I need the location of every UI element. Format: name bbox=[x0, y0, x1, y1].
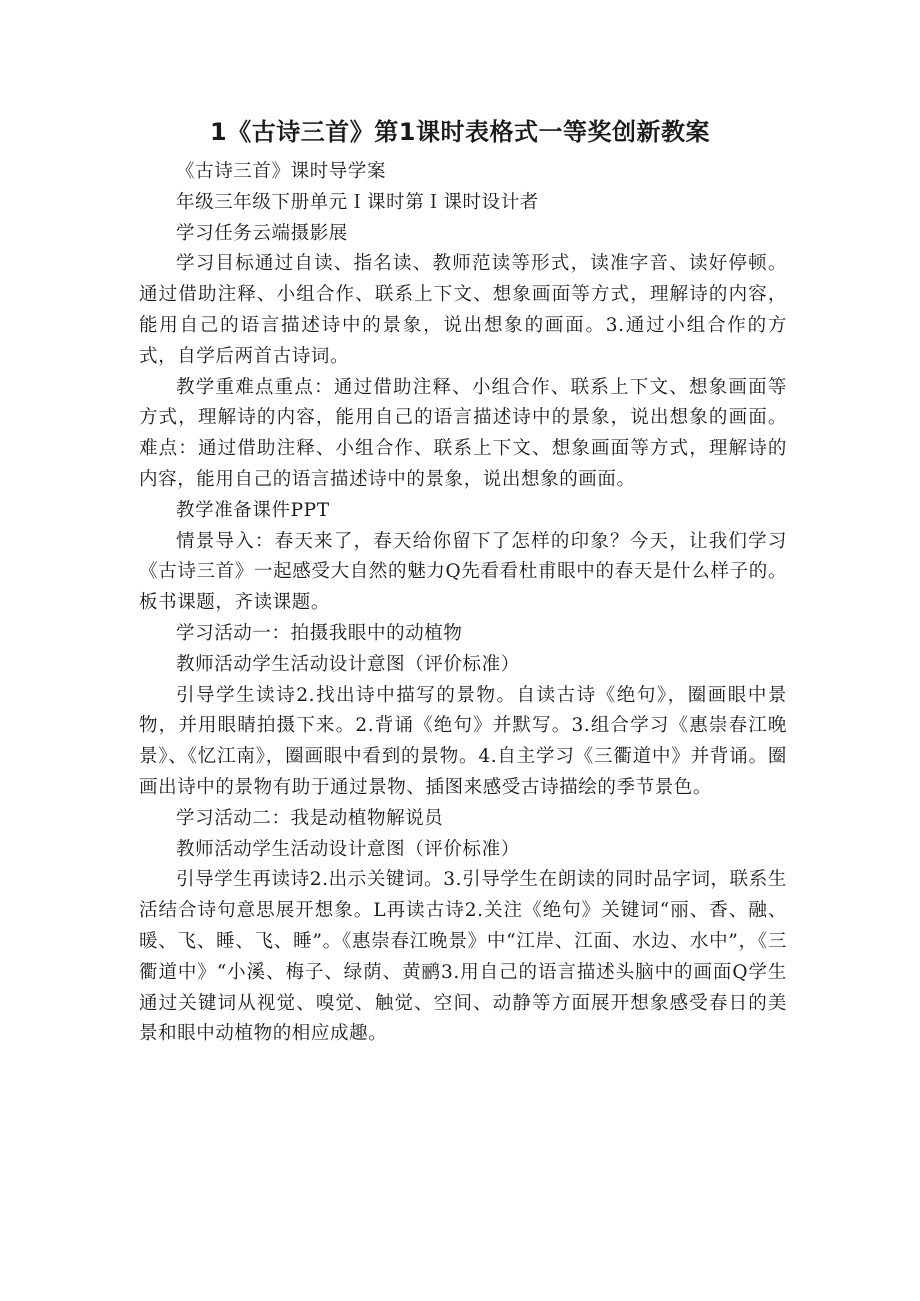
document-body bbox=[139, 157, 787, 1050]
paragraph-activity-one-columns: 教师活动学生活动设计意图（评价标准） bbox=[176, 653, 520, 675]
paragraph-introduction: 情景导入：春天来了，春天给你留下了怎样的印象？今天，让我们学习《古诗三首》一起感受大自然的魅力Q先看看杜甫眼中的春天是什么样子的。板书课题，齐读课题。 bbox=[139, 530, 787, 614]
paragraph-learning-goals: 学习目标通过自读、指名读、教师范读等形式，读准字音、读好停顿。通过借助注释、小组合作、联系上下文、想象画面等方式，理解诗的内容，能用自己的语言描述诗中的景象，说出想象的画面。3.通过小组合作的方式，自学后两首古诗词。 bbox=[139, 253, 787, 367]
paragraph-activity-two-title: 学习活动二：我是动植物解说员 bbox=[176, 807, 444, 829]
paragraph-activity-one-title: 学习活动一：拍摄我眼中的动植物 bbox=[176, 622, 463, 644]
document-title: 1《古诗三首》第1课时表格式一等奖创新教案 bbox=[210, 118, 710, 146]
paragraph-activity-two-content: 引导学生再读诗2.出示关键词。3.引导学生在朗读的同时品字词，联系生活结合诗句意思展开想象。L再读古诗2.关注《绝句》关键词“丽、香、融、暖、飞、睡、飞、睡”。《惠崇春江晚景》中“江岸、江面、水边、水中”，《三衢道中》“小溪、梅子、绿荫、黄鹂3.用自己的语言描述头脑中的画面Q学生通过关键词从视觉、嗅觉、触觉、空间、动静等方面展开想象感受春日的美景和眼中动植物的相应成趣。 bbox=[139, 869, 787, 1045]
paragraph-grade-info: 年级三年级下册单元Ｉ课时第Ｉ课时设计者 bbox=[176, 191, 539, 213]
paragraph-lesson-plan-heading: 《古诗三首》课时导学案 bbox=[176, 161, 387, 182]
paragraph-activity-one-content: 引导学生读诗2.找出诗中描写的景物。自读古诗《绝句》，圈画眼中景物，并用眼睛拍摄下来。2.背诵《绝句》并默写。3.组合学习《惠崇春江晚景》、《忆江南》，圈画眼中看到的景物。4.自主学习《三衢道中》并背诵。圈画出诗中的景物有助于通过景物、插图来感受古诗描绘的季节景色。 bbox=[139, 684, 787, 798]
paragraph-activity-two-columns: 教师活动学生活动设计意图（评价标准） bbox=[176, 838, 520, 860]
paragraph-preparation: 教学准备课件PPT bbox=[176, 499, 330, 521]
paragraph-learning-task: 学习任务云端摄影展 bbox=[176, 222, 348, 244]
paragraph-key-points: 教学重难点重点：通过借助注释、小组合作、联系上下文、想象画面等方式，理解诗的内容，能用自己的语言描述诗中的景象，说出想象的画面。难点：通过借助注释、小组合作、联系上下文、想象画面等方式，理解诗的内容，能用自己的语言描述诗中的景象，说出想象的画面。 bbox=[139, 376, 787, 490]
